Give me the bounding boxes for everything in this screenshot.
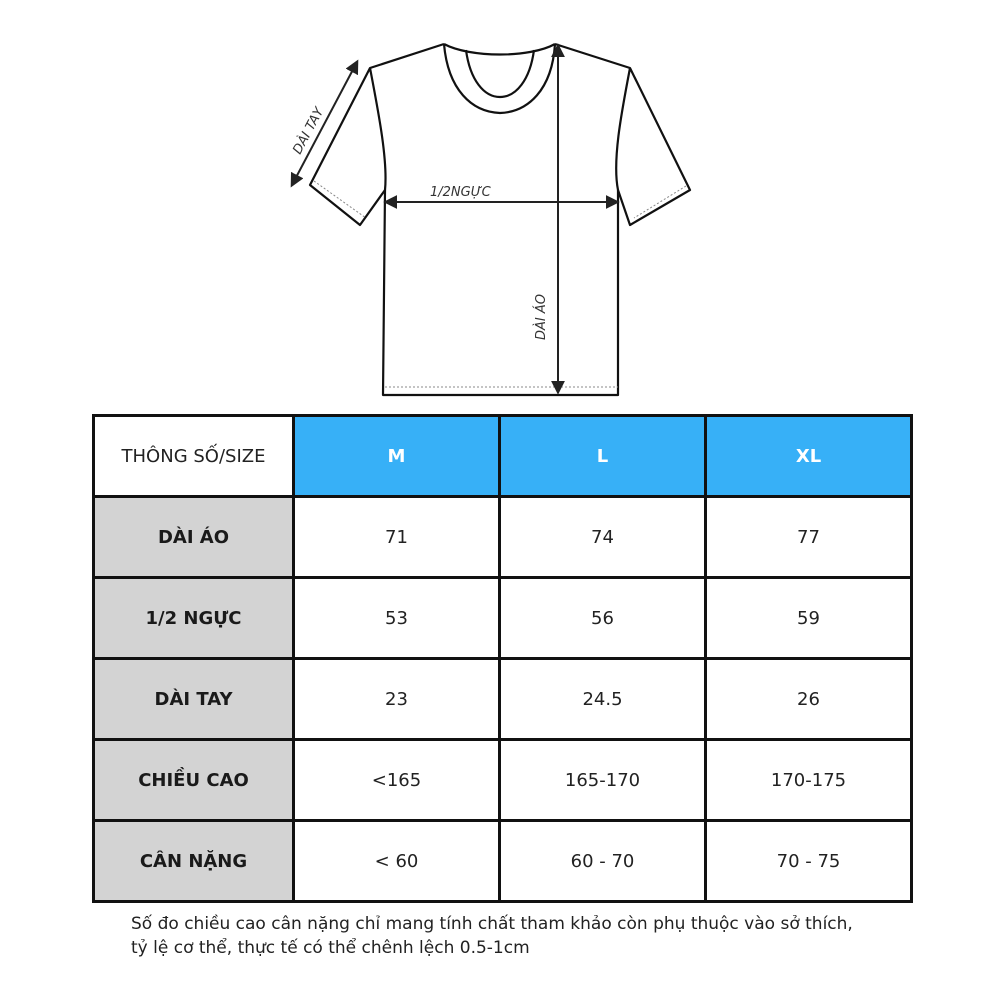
table-cell: 60 - 70 xyxy=(500,821,706,902)
row-label: 1/2 NGỰC xyxy=(94,578,294,659)
table-cell: < 60 xyxy=(294,821,500,902)
table-row xyxy=(94,578,912,659)
row-label: DÀI TAY xyxy=(94,659,294,740)
table-cell: 26 xyxy=(706,659,912,740)
footnote xyxy=(131,912,891,960)
tshirt-outline xyxy=(310,44,690,395)
tshirt-measurement-diagram xyxy=(0,0,1000,410)
size-header-xl: XL xyxy=(706,416,912,497)
sleeve-label: DÀI TAY xyxy=(290,105,328,157)
table-cell: 165-170 xyxy=(500,740,706,821)
footnote-line-1: Số đo chiều cao cân nặng chỉ mang tính chất tham khảo còn phụ thuộc vào sở thích, xyxy=(131,914,853,934)
header-row xyxy=(94,416,912,497)
table-row xyxy=(94,740,912,821)
size-header-l: L xyxy=(500,416,706,497)
row-label: DÀI ÁO xyxy=(94,497,294,578)
table-cell: 59 xyxy=(706,578,912,659)
table-cell: <165 xyxy=(294,740,500,821)
sleeve-arrow xyxy=(292,62,357,185)
row-label: CHIỀU CAO xyxy=(94,740,294,821)
size-chart-table xyxy=(92,414,913,903)
size-header-m: M xyxy=(294,416,500,497)
table-cell: 24.5 xyxy=(500,659,706,740)
table-cell: 70 - 75 xyxy=(706,821,912,902)
table-row xyxy=(94,497,912,578)
table-cell: 23 xyxy=(294,659,500,740)
table-row xyxy=(94,659,912,740)
table-cell: 53 xyxy=(294,578,500,659)
footnote-line-2: tỷ lệ cơ thể, thực tế có thể chênh lệch 0.5-1cm xyxy=(131,938,530,958)
length-label: DÀI ÁO xyxy=(534,294,549,340)
table-row xyxy=(94,821,912,902)
table-cell: 56 xyxy=(500,578,706,659)
table-cell: 77 xyxy=(706,497,912,578)
chest-label: 1/2NGỰC xyxy=(430,185,491,200)
row-label: CÂN NẶNG xyxy=(94,821,294,902)
table-cell: 71 xyxy=(294,497,500,578)
header-corner-cell: THÔNG SỐ/SIZE xyxy=(94,416,294,497)
table-cell: 74 xyxy=(500,497,706,578)
table-cell: 170-175 xyxy=(706,740,912,821)
